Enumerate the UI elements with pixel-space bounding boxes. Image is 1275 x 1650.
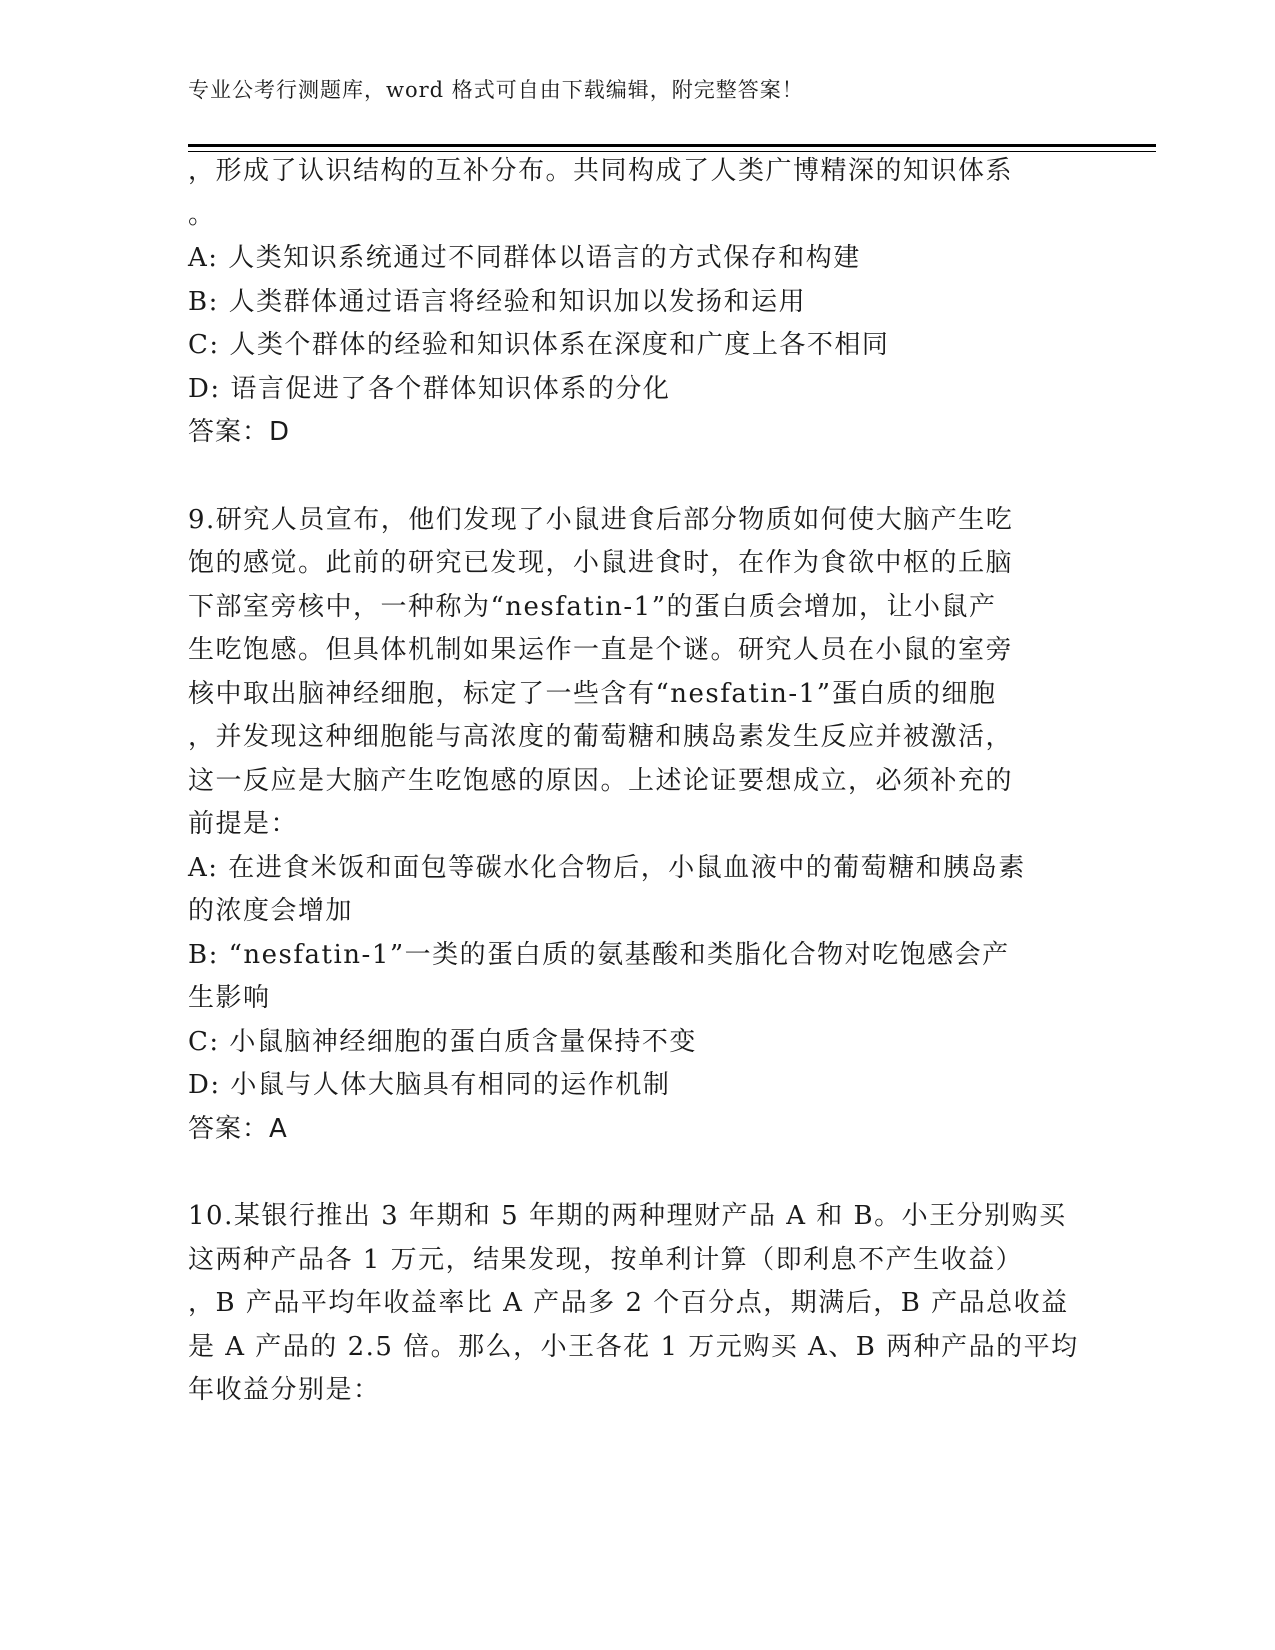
q9-option-c: C: 小鼠脑神经细胞的蛋白质含量保持不变 [188, 1027, 697, 1057]
q9-stem-line-3: 下部室旁核中，一种称为“nesfatin-1”的蛋白质会增加，让小鼠产 [188, 592, 997, 622]
q8-option-a: A: 人类知识系统通过不同群体以语言的方式保存和构建 [188, 243, 861, 273]
q9-stem-line-1: 9.研究人员宣布，他们发现了小鼠进食后部分物质如何使大脑产生吃 [188, 505, 1014, 535]
q9-option-b-cont: 生影响 [188, 983, 271, 1013]
q8-option-c: C: 人类个群体的经验和知识体系在深度和广度上各不相同 [188, 330, 890, 360]
q10-stem-line-1: 10.某银行推出 3 年期和 5 年期的两种理财产品 A 和 B。小王分别购买 [188, 1201, 1067, 1231]
q9-stem-line-6: ，并发现这种细胞能与高浓度的葡萄糖和胰岛素发生反应并被激活， [188, 722, 1014, 752]
header-rule-thin [188, 151, 1156, 152]
header-rule-thick [188, 144, 1156, 147]
q8-stem-line-2: 。 [188, 200, 216, 230]
q9-answer: 答案：A [188, 1114, 288, 1144]
q10-stem-line-4: 是 A 产品的 2.5 倍。那么，小王各花 1 万元购买 A、B 两种产品的平均 [188, 1332, 1079, 1362]
q9-option-b: B: “nesfatin-1”一类的蛋白质的氨基酸和类脂化合物对吃饱感会产 [188, 940, 1010, 970]
q8-option-b: B: 人类群体通过语言将经验和知识加以发扬和运用 [188, 287, 807, 317]
q9-option-a-cont: 的浓度会增加 [188, 896, 354, 926]
q10-stem-line-3: ，B 产品平均年收益率比 A 产品多 2 个百分点，期满后，B 产品总收益 [188, 1288, 1069, 1318]
q9-stem-line-5: 核中取出脑神经细胞，标定了一些含有“nesfatin-1”蛋白质的细胞 [188, 679, 997, 709]
q9-stem-line-2: 饱的感觉。此前的研究已发现，小鼠进食时，在作为食欲中枢的丘脑 [188, 548, 1014, 578]
q9-option-d: D: 小鼠与人体大脑具有相同的运作机制 [188, 1070, 671, 1100]
q9-stem-line-7: 这一反应是大脑产生吃饱感的原因。上述论证要想成立，必须补充的 [188, 766, 1014, 796]
q9-option-a: A: 在进食米饭和面包等碳水化合物后，小鼠血液中的葡萄糖和胰岛素 [188, 853, 1026, 883]
page-header: 专业公考行测题库，word 格式可自由下载编辑，附完整答案！ [188, 78, 804, 102]
q9-stem-line-8: 前提是： [188, 809, 299, 839]
q10-stem-line-2: 这两种产品各 1 万元，结果发现，按单利计算（即利息不产生收益） [188, 1245, 1024, 1275]
q10-stem-line-5: 年收益分别是： [188, 1375, 381, 1405]
q9-stem-line-4: 生吃饱感。但具体机制如果运作一直是个谜。研究人员在小鼠的室旁 [188, 635, 1014, 665]
q8-answer: 答案：D [188, 417, 291, 447]
q8-stem-line-1: ，形成了认识结构的互补分布。共同构成了人类广博精深的知识体系 [188, 156, 1014, 186]
q8-option-d: D: 语言促进了各个群体知识体系的分化 [188, 374, 671, 404]
